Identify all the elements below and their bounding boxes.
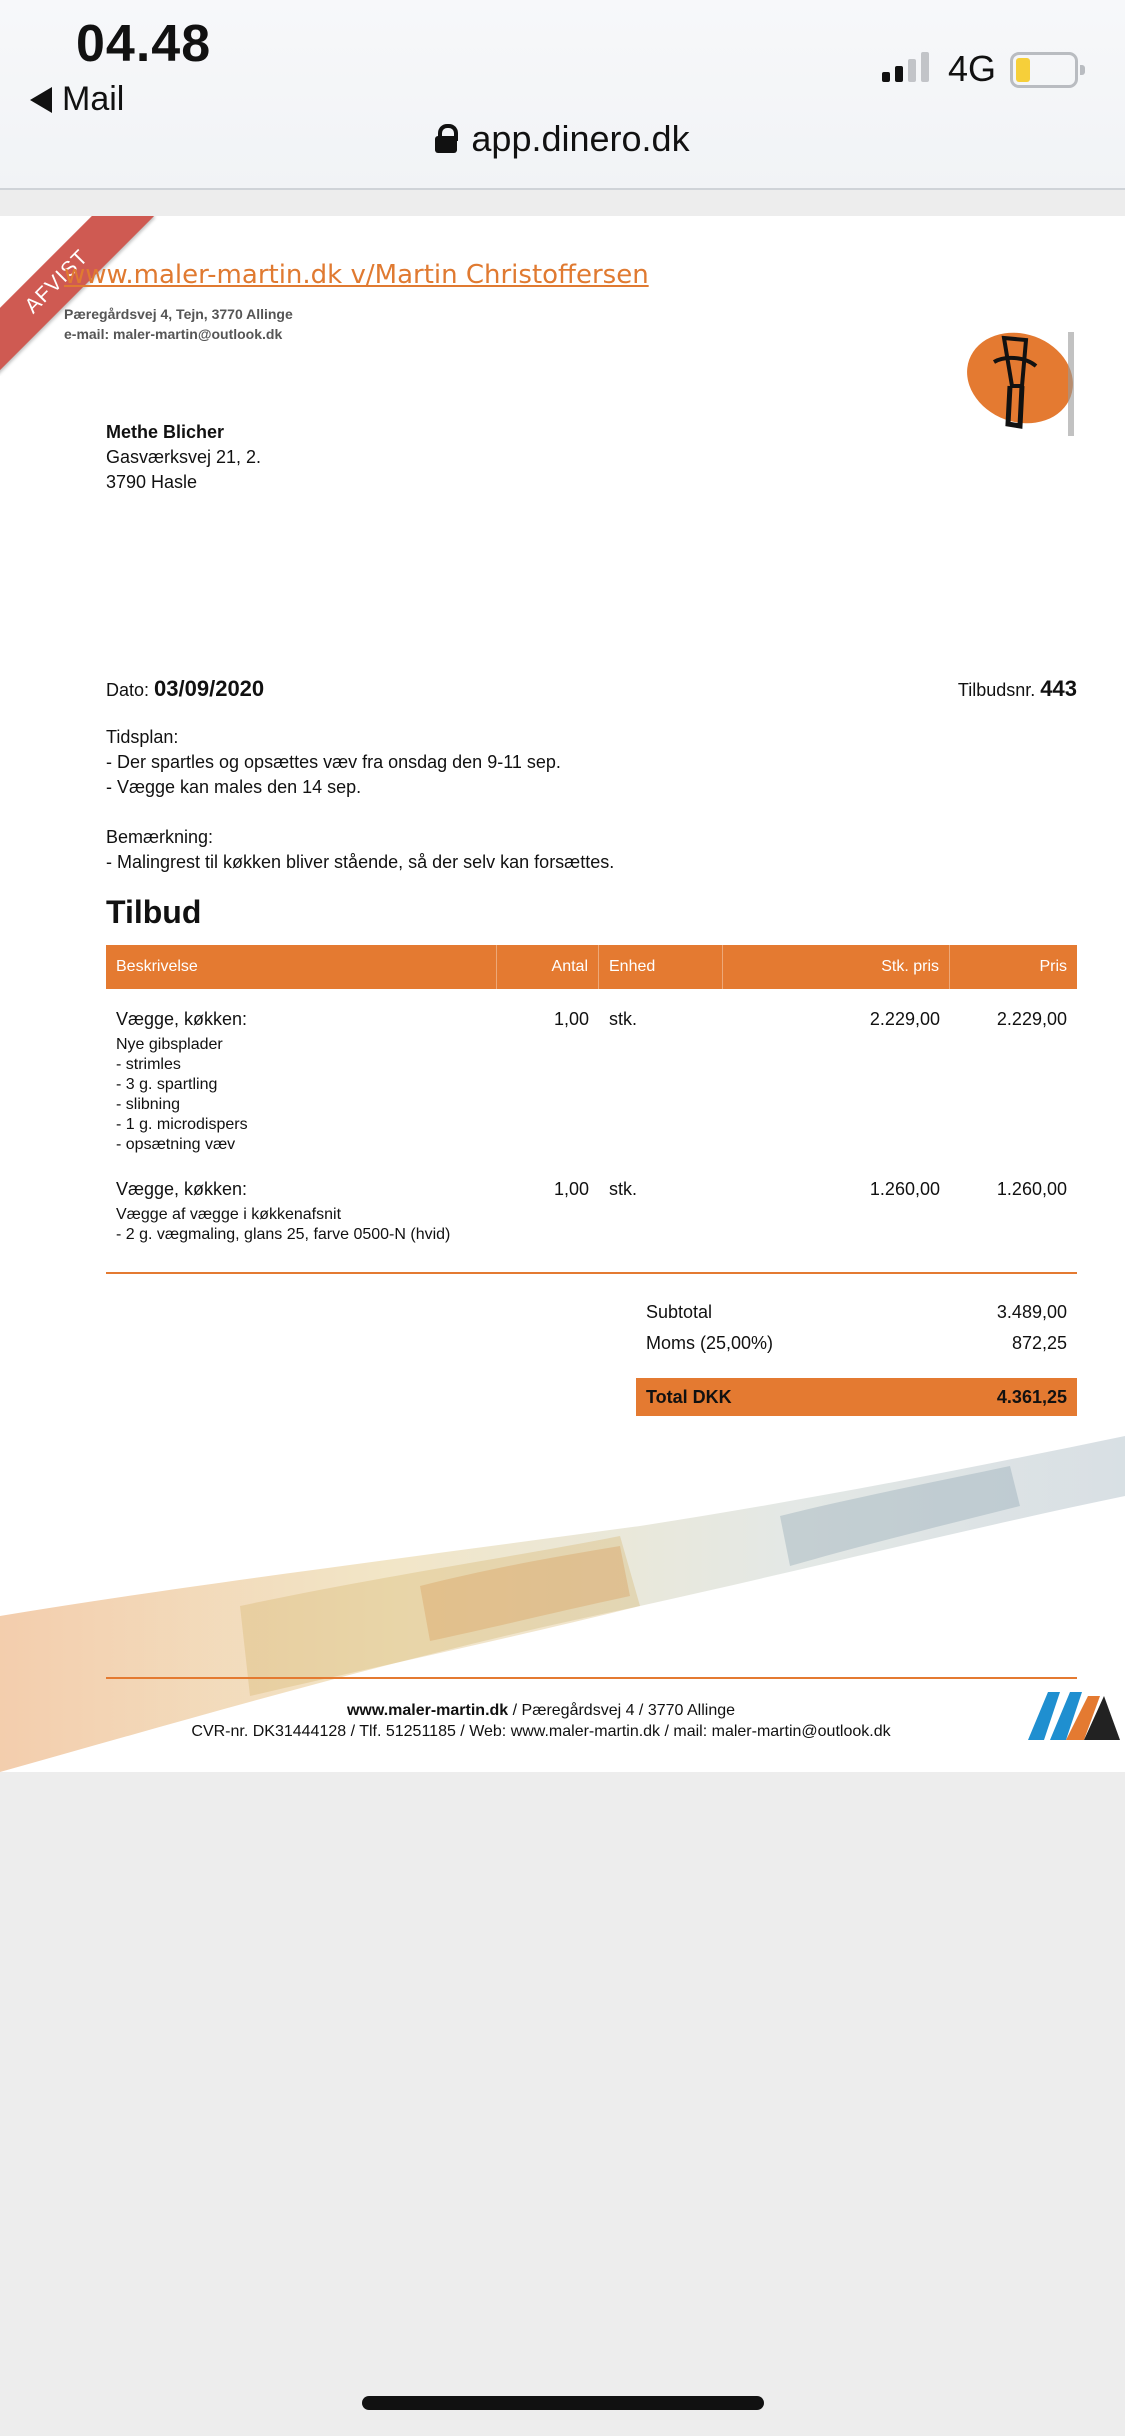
item-unit: stk. [609, 1179, 638, 1199]
plan-heading: Tidsplan: [106, 727, 179, 747]
item-detail-line: - opsætning væv [116, 1136, 236, 1153]
table-row [106, 1009, 1077, 1179]
quote-number [958, 676, 1077, 702]
line-items-table [106, 945, 1077, 1259]
item-details [116, 1035, 487, 1155]
item-details [116, 1205, 487, 1245]
back-label: Mail [62, 80, 125, 118]
plan-line: - Vægge kan males den 14 sep. [106, 777, 362, 797]
item-detail-line: - strimles [116, 1056, 181, 1073]
table-divider [106, 1272, 1077, 1274]
totals-block [636, 1302, 1077, 1416]
mm-logo-icon [1026, 1686, 1122, 1742]
status-time: 04.48 [76, 15, 212, 73]
quote-date [106, 676, 264, 702]
item-unit-price: 2.229,00 [869, 1009, 940, 1029]
date-label: Dato: [106, 680, 150, 700]
vat-row [636, 1333, 1077, 1364]
col-description: Beskrivelse [106, 945, 497, 989]
item-detail-line: - 1 g. microdispers [116, 1116, 248, 1133]
subtotal-value: 3.489,00 [996, 1302, 1067, 1322]
item-quantity: 1,00 [553, 1009, 589, 1029]
item-detail-line: - 3 g. spartling [116, 1076, 218, 1093]
item-detail-line: Nye gibsplader [116, 1036, 223, 1053]
company-address: Pæregårdsvej 4, Tejn, 3770 Allinge [64, 306, 293, 322]
item-quantity: 1,00 [553, 1179, 589, 1199]
company-contact [64, 304, 293, 344]
back-to-mail-button[interactable] [30, 80, 124, 119]
offer-title: Tilbud [106, 894, 202, 930]
plan-line: - Der spartles og opsættes væv fra onsdag den 9-11 sep. [106, 752, 561, 772]
back-arrow-icon [30, 87, 52, 113]
total-row [636, 1378, 1077, 1416]
url-text: app.dinero.dk [471, 118, 690, 159]
status-ribbon [0, 216, 160, 376]
item-unit: stk. [609, 1009, 638, 1029]
item-price: 1.260,00 [996, 1179, 1067, 1199]
rejected-badge: AFVIST [0, 216, 154, 376]
subtotal-row [636, 1302, 1077, 1333]
table-header [106, 945, 1077, 989]
remark-line: - Malingrest til køkken bliver stående, så der selv kan forsættes. [106, 852, 615, 872]
item-detail-line: Vægge af vægge i køkkenafsnit [116, 1206, 342, 1223]
total-label: Total DKK [646, 1387, 732, 1407]
lock-icon [435, 124, 457, 154]
quote-document [0, 216, 1125, 1772]
item-title: Vægge, køkken: [116, 1179, 248, 1199]
quote-number-label: Tilbudsnr. [957, 680, 1036, 700]
footer-site: www.maler-martin.dk [346, 1702, 509, 1719]
company-email: e-mail: maler-martin@outlook.dk [64, 326, 283, 342]
col-unit: Enhed [599, 945, 723, 989]
customer-city: 3790 Hasle [106, 472, 198, 492]
col-price: Pris [1039, 958, 1067, 975]
date-value: 03/09/2020 [154, 676, 265, 701]
table-row [106, 1179, 1077, 1259]
paint-brush-logo-icon [964, 326, 1084, 446]
address-bar[interactable] [0, 118, 1125, 160]
item-detail-line: - 2 g. vægmaling, glans 25, farve 0500-N (hvid) [116, 1226, 451, 1243]
remark-heading: Bemærkning: [106, 827, 214, 847]
quote-number-value: 443 [1040, 676, 1077, 701]
home-indicator[interactable] [362, 2396, 764, 2410]
vat-label: Moms (25,00%) [646, 1333, 774, 1353]
quote-notes [106, 725, 614, 875]
footer [106, 1700, 976, 1742]
col-unit-price: Stk. pris [723, 945, 950, 989]
vat-value: 872,25 [1011, 1333, 1067, 1353]
network-type: 4G [948, 48, 997, 89]
customer-address [106, 420, 261, 495]
browser-header [0, 0, 1125, 190]
item-price: 2.229,00 [996, 1009, 1067, 1029]
item-title: Vægge, køkken: [116, 1009, 248, 1029]
battery-icon [1010, 52, 1078, 88]
company-name: www.maler-martin.dk v/Martin Christoffersen [64, 260, 649, 290]
item-unit-price: 1.260,00 [869, 1179, 940, 1199]
item-detail-line: - slibning [116, 1096, 181, 1113]
total-value: 4.361,25 [996, 1387, 1067, 1407]
signal-icon [882, 52, 929, 82]
footer-divider [106, 1677, 1077, 1679]
subtotal-label: Subtotal [646, 1302, 713, 1322]
customer-name: Methe Blicher [106, 422, 225, 442]
customer-street: Gasværksvej 21, 2. [106, 447, 262, 467]
footer-address: / Pæregårdsvej 4 / 3770 Allinge [508, 1702, 736, 1719]
footer-company-info: CVR-nr. DK31444128 / Tlf. 51251185 / Web: www.maler-martin.dk / mail: maler-martin@outlook.dk [191, 1723, 891, 1740]
col-quantity: Antal [497, 945, 599, 989]
